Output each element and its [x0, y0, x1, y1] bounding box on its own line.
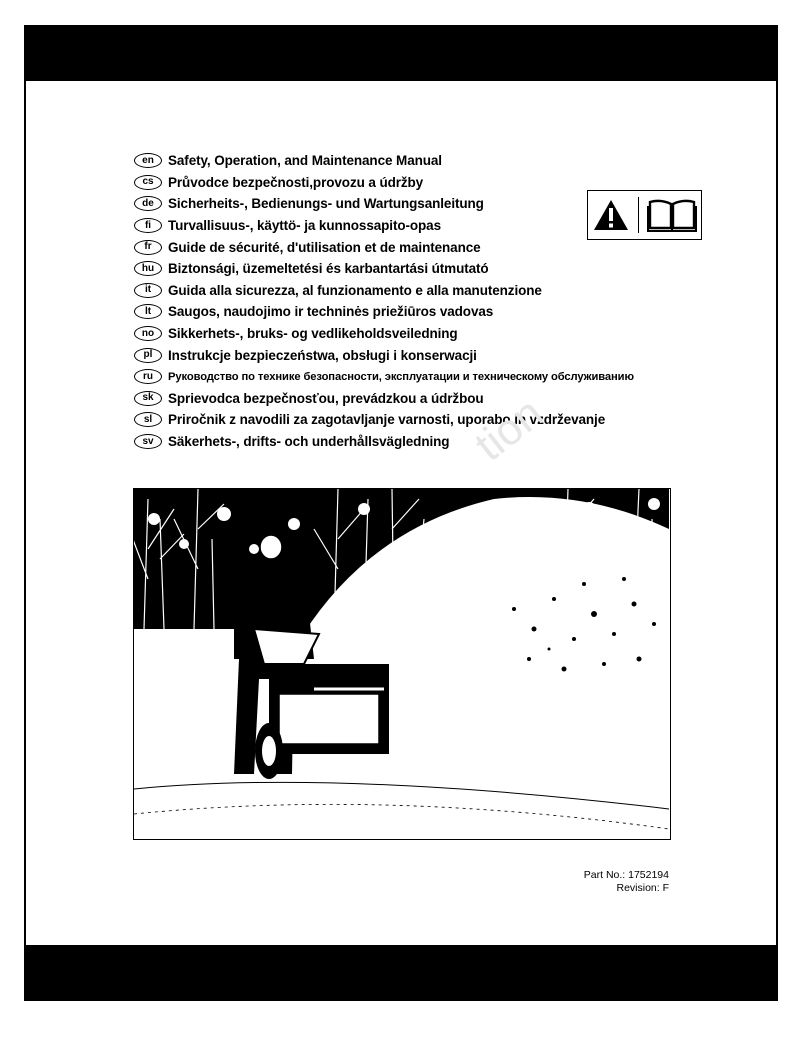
language-code-badge: cs	[134, 175, 162, 190]
part-number: Part No.: 1752194	[583, 869, 669, 881]
language-row-sv	[134, 431, 734, 453]
top-black-band	[26, 27, 776, 81]
language-code-badge: lt	[134, 304, 162, 319]
language-title: Sicherheits-, Bedienungs- und Wartungsanleitung	[168, 196, 484, 212]
language-code-badge: en	[134, 153, 162, 168]
language-title: Safety, Operation, and Maintenance Manual	[168, 153, 442, 169]
warning-icon	[592, 198, 630, 232]
preview-watermark: tion	[466, 388, 553, 471]
language-code-badge: fr	[134, 240, 162, 255]
language-title: Руководство по технике безопасности, эксплуатации и техническому обслуживанию	[168, 370, 634, 383]
language-code-badge: it	[134, 283, 162, 298]
language-row-en	[134, 150, 734, 172]
language-title: Sprievodca bezpečnosťou, prevádzkou a údržbou	[168, 390, 484, 406]
language-title: Säkerhets-, drifts- och underhållsvägledning	[168, 434, 450, 450]
language-code-badge: fi	[134, 218, 162, 233]
language-row-pl	[134, 344, 734, 366]
language-code-badge: pl	[134, 348, 162, 363]
language-code-badge: de	[134, 196, 162, 211]
language-code-badge: ru	[134, 369, 162, 384]
language-row-sl	[134, 409, 734, 431]
language-title: Priročnik z navodili za zagotavljanje varnosti, uporabo in vzdrževanje	[168, 412, 606, 428]
snowblower-scene-image	[134, 489, 669, 838]
language-title: Sikkerhets-, bruks- og vedlikeholdsveiledning	[168, 326, 458, 342]
language-title: Saugos, naudojimo ir techninės priežiūros vadovas	[168, 304, 494, 320]
language-title: Turvallisuus-, käyttö- ja kunnossapito-opas	[168, 218, 441, 234]
revision: Revision: F	[616, 882, 669, 894]
language-title: Guide de sécurité, d'utilisation et de maintenance	[168, 239, 481, 255]
language-title: Průvodce bezpečnosti,provozu a údržby	[168, 174, 424, 190]
manual-book-icon	[647, 198, 697, 232]
icon-divider	[638, 197, 639, 233]
manual-cover-page	[24, 25, 778, 1001]
language-code-badge: sk	[134, 391, 162, 406]
language-code-badge: sl	[134, 412, 162, 427]
language-row-it	[134, 280, 734, 302]
language-title: Instrukcje bezpieczeństwa, obsługi i konserwacji	[168, 347, 477, 363]
part-info	[584, 869, 669, 895]
language-code-badge: hu	[134, 261, 162, 276]
language-code-badge: no	[134, 326, 162, 341]
language-row-no	[134, 323, 734, 345]
language-row-hu	[134, 258, 734, 280]
language-title: Biztonsági, üzemeltetési és karbantartási útmutató	[168, 261, 489, 277]
snowblower-photo	[133, 488, 671, 840]
language-row-ru	[134, 366, 734, 388]
safety-icon-panel	[587, 190, 702, 240]
language-code-badge: sv	[134, 434, 162, 449]
language-row-lt	[134, 301, 734, 323]
bottom-black-band	[26, 945, 776, 999]
language-row-sk	[134, 388, 734, 410]
language-title: Guida alla sicurezza, al funzionamento e alla manutenzione	[168, 282, 542, 298]
